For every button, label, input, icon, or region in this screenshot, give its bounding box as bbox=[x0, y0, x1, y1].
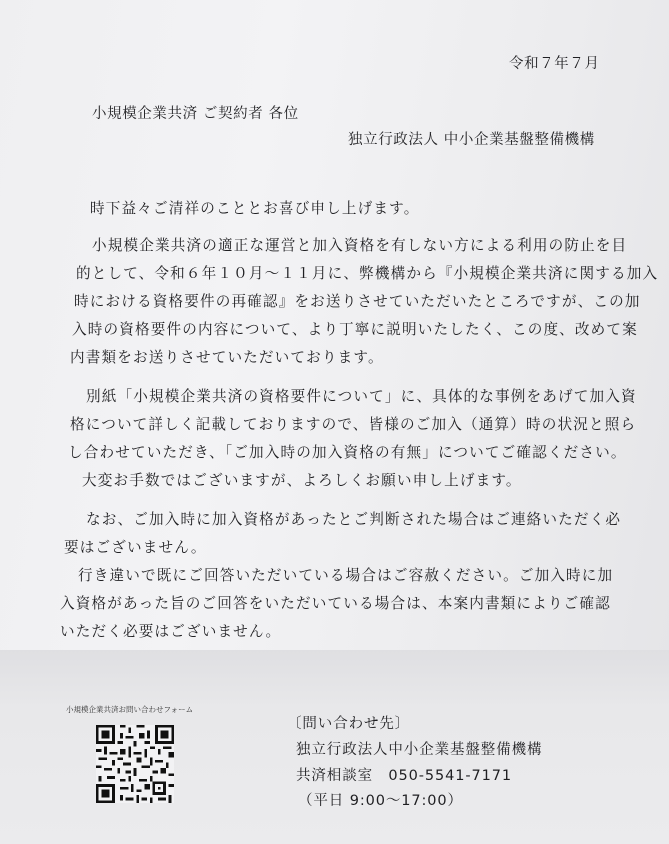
paragraph1-line: 内書類をお送りさせていただいております。 bbox=[70, 349, 384, 366]
greeting: 時下益々ご清祥のこととお喜び申し上げます。 bbox=[90, 200, 420, 217]
paragraph3-line: なお、ご加入時に加入資格があったとご判断された場合はご連絡いただく必 bbox=[86, 511, 622, 528]
letter-date: 令和７年７月 bbox=[509, 56, 600, 72]
paragraph1-line: 時における資格要件の再確認』をお送りさせていただいたところですが、この加 bbox=[74, 293, 641, 310]
paragraph3-line: いただく必要はございません。 bbox=[60, 623, 282, 640]
addressee: 小規模企業共済 ご契約者 各位 bbox=[92, 106, 299, 122]
sender: 独立行政法人 中小企業基盤整備機構 bbox=[348, 132, 595, 148]
paragraph3-line: 行き違いで既にご回答いただいている場合はご容赦ください。ご加入時に加 bbox=[78, 567, 614, 584]
paragraph1-line: 入時の資格要件の内容について、より丁寧に説明いたしたく、この度、改めて案 bbox=[72, 321, 638, 338]
paragraph3-line: 要はございません。 bbox=[64, 539, 207, 556]
paragraph2-line: し合わせていただき、「ご加入時の加入資格の有無」についてご確認ください。 bbox=[68, 444, 627, 461]
qr-caption: 小規模企業共済お問い合わせフォーム bbox=[66, 705, 194, 714]
qr-code-icon[interactable] bbox=[96, 725, 174, 803]
contact-heading: 〔問い合わせ先〕 bbox=[287, 716, 411, 732]
paragraph2-line: 別紙「小規模企業共済の資格要件について」に、具体的な事例をあげて加入資 bbox=[86, 388, 637, 405]
paragraph3-line: 入資格があった旨のご回答をいただいている場合は、本案内書類によりご確認 bbox=[60, 595, 611, 612]
contact-hours: （平日 9:00～17:00） bbox=[298, 793, 463, 809]
paragraph2-line: 格について詳しく記載しておりますので、皆様のご加入（通算）時の状況と照ら bbox=[70, 416, 637, 433]
paragraph1-line: 的として、令和６年１０月～１１月に、弊機構から『小規模企業共済に関する加入 bbox=[76, 265, 659, 282]
contact-phone[interactable]: 共済相談室 050-5541-7171 bbox=[296, 768, 513, 784]
paragraph1-line: 小規模企業共済の適正な運営と加入資格を有しない方による利用の防止を目 bbox=[92, 237, 628, 254]
contact-org: 独立行政法人中小企業基盤整備機構 bbox=[296, 742, 543, 758]
paragraph2-line: 大変お手数ではございますが、よろしくお願い申し上げます。 bbox=[82, 472, 522, 489]
